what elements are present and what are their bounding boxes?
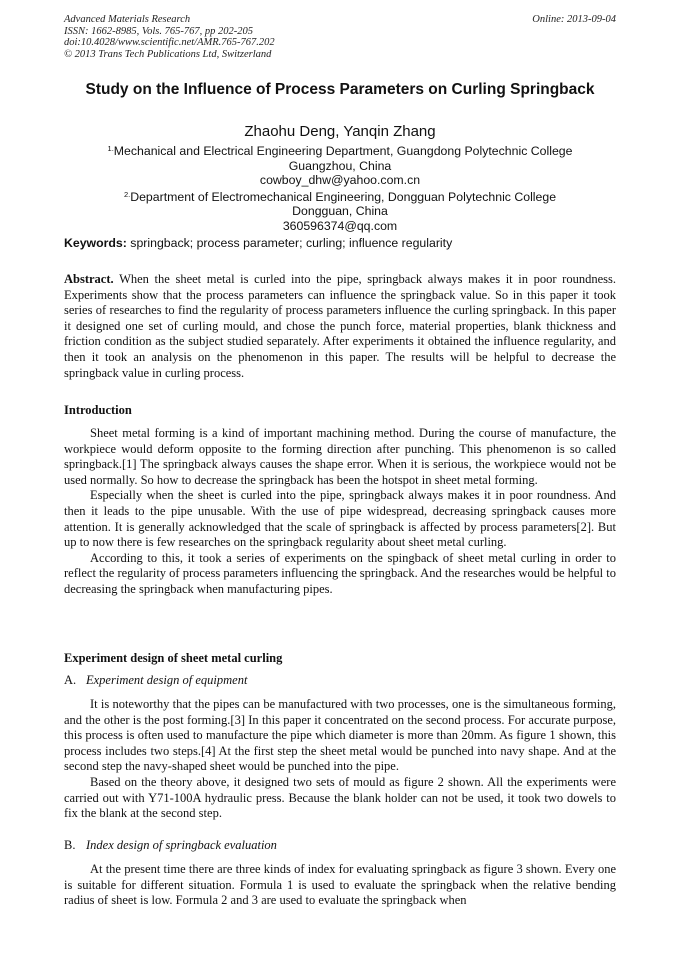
affiliations [64,142,616,234]
online-date: Online: 2013-09-04 [532,14,616,25]
doi-line: doi:10.4028/www.scientific.net/AMR.765-767.202 [64,37,275,48]
intro-paragraph-1: Sheet metal forming is a kind of important machining method. During the course of manufacture, the workpiece would deform opposite to the forming direction after punching. This phenomenon is so called springback.[1] The springback always causes the shape error. When it is serious, the workpiece would not be used normally. So how to decrease the springback has been the hotspot in sheet metal forming. [64,426,616,487]
affiliation-2-email: 360596374@qq.com [282,218,398,233]
journal-name: Advanced Materials Research [64,14,191,25]
subsection-a-label: A. [64,673,77,687]
section-heading-experiment: Experiment design of sheet metal curling [64,651,283,665]
copyright-line: © 2013 Trans Tech Publications Ltd, Switzerland [64,48,272,60]
subsection-b-body [64,862,616,909]
intro-paragraph-3: According to this, it took a series of experiments on the spingback of sheet metal curling in order to reflect the regularity of process parameters influencing the springback. And the researches would be helpful to decreasing the springback when manufacturing pipes. [64,550,616,596]
affiliation-1-mark: 1. [107,144,114,153]
keywords-label: Keywords: [64,236,127,250]
subsection-b-paragraph-1: At the present time there are three kinds of index for evaluating springback as figure 3 shown. Every one is suitable for different situation. Formula 1 is used to evaluate the springback when the relative bending radius of sheet is low. Formula 2 and 3 are used to evaluate the springback when [64,862,616,908]
introduction-body [64,426,616,598]
keywords-text: springback; process parameter; curling; influence regularity [130,236,453,250]
abstract-label: Abstract. [64,272,114,286]
subsection-b-heading [64,838,616,854]
subsection-a-title: Experiment design of equipment [86,673,248,687]
subsection-a-body [64,697,616,822]
affiliation-2-dept-text: Department of Electromechanical Engineering, Dongguan Polytechnic College [130,189,557,204]
section-heading-introduction: Introduction [64,403,132,417]
affiliation-1-city: Guangzhou, China [288,158,392,173]
affiliation-1-dept [64,142,616,159]
paper-title: Study on the Influence of Process Parameters on Curling Springback [85,81,595,98]
affiliation-1-email: cowboy_dhw@yahoo.com.cn [259,173,421,188]
subsection-b-label: B. [64,838,76,852]
subsection-a-heading [64,673,616,689]
issn-line: ISSN: 1662-8985, Vols. 765-767, pp 202-205 [64,25,253,37]
subsection-b-title: Index design of springback evaluation [86,838,277,852]
subsection-a-paragraph-2: Based on the theory above, it designed two sets of mould as figure 2 shown. All the experiments were carried out with Y71-100A hydraulic press. Because the blank holder can not be used, it took two dowels to fix the blank at the second step. [64,774,616,821]
affiliation-2-city: Dongguan, China [292,204,388,219]
subsection-a-paragraph-1: It is noteworthy that the pipes can be manufactured with two processes, one is the simultaneous forming, and the other is the post forming.[3] In this paper it concentrated on the second process. For accurate purpose, this process is often used to manufacture the pipe which diameter is more than 20mm. As figure 1 shown, this process includes two steps.[4] At the first step the sheet metal would be punched into navy shape. And at the second step the navy-shaped sheet would be punched into the pipe. [64,697,616,774]
abstract-text: When the sheet metal is curled into the pipe, springback always makes it in poor roundness. Experiments show that the process parameters can influence the springback value. So in this paper it took series of researches to find the regularity of process parameters influence the curling springback. In this paper it designed one set of curling mould, and chose the punch force, material properties, blank thickness and friction condition as the subject studied separately. After experiments it obtained the influence regularity, and then it took an analysis on the phenomenon in this paper. The results will be helpful to decrease the springback value in curling process. [64,272,616,380]
affiliation-2-mark: 2. [123,189,131,199]
affiliation-1-dept-text: Mechanical and Electrical Engineering Department, Guangdong Polytechnic College [113,144,573,158]
abstract [64,272,616,381]
author-list: Zhaohu Deng, Yanqin Zhang [244,123,436,140]
journal-header [64,14,616,60]
keywords [64,236,616,251]
intro-paragraph-2: Especially when the sheet is curled into the pipe, springback always makes it in poor roundness. And then it leads to the pipe unusable. With the use of pipe widespread, decreasing springback causes more attention. It is generally acknowledged that the scale of springback is affected by process parameters[2]. But up to now there is few researches on the springback regularity about sheet metal curling. [64,488,616,550]
affiliation-2-dept [64,188,616,205]
